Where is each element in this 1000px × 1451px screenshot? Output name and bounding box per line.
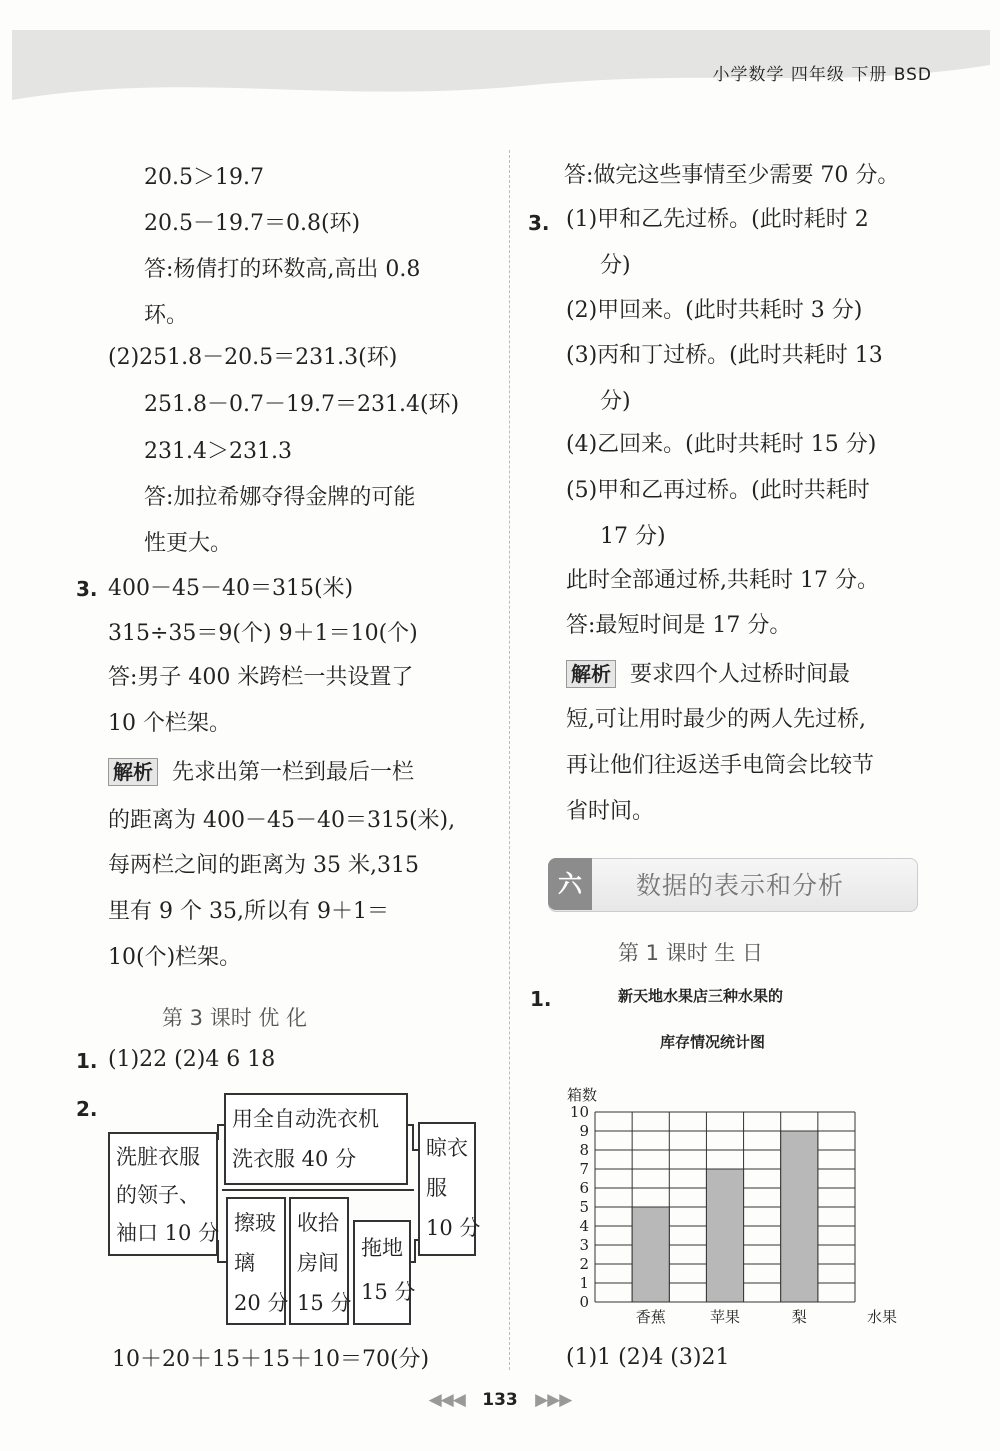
y-tick-label: 1 (579, 1274, 589, 1292)
y-tick-label: 2 (579, 1255, 589, 1273)
unit-title: 数据的表示和分析 (636, 871, 845, 900)
text-line: 17 分) (600, 524, 666, 549)
x-axis-label: 水果 (867, 1308, 898, 1326)
text-line: 分) (600, 389, 631, 414)
question-number: 1. (76, 1049, 98, 1073)
lesson-heading: 第 1 课时 生 日 (618, 941, 764, 965)
bar (781, 1131, 818, 1302)
flow-box-hang: 晾衣 服 10 分 (418, 1122, 476, 1256)
text-line: (3)丙和丁过桥。(此时共耗时 13 (566, 343, 883, 368)
y-tick-label: 0 (579, 1293, 589, 1311)
text-line: 每两栏之间的距离为 35 米,315 (108, 853, 419, 878)
bar-chart (555, 1070, 905, 1335)
text-line: 里有 9 个 35,所以有 9＋1＝ (108, 899, 389, 924)
question-number: 3. (76, 577, 98, 601)
text-line: (4)乙回来。(此时共耗时 15 分) (566, 432, 877, 457)
text-line: 答:杨倩打的环数高,高出 0.8 (144, 257, 421, 282)
text-line: (5)甲和乙再过桥。(此时共耗时 (566, 478, 870, 503)
y-tick-label: 6 (579, 1179, 589, 1197)
analysis-tag: 解析 (108, 758, 158, 786)
text-line: 性更大。 (144, 531, 233, 556)
text-line: (2)甲回来。(此时共耗时 3 分) (566, 298, 863, 323)
text-line: (1)1 (2)4 (3)21 (566, 1345, 730, 1370)
bar (706, 1169, 743, 1302)
flow-box-room: 收拾 房间 15 分 (289, 1197, 349, 1325)
prev-arrows-icon: ◀◀◀ (428, 1390, 465, 1410)
question-number: 1. (530, 987, 552, 1011)
text-line: 20.5＞19.7 (144, 165, 264, 190)
y-tick-label: 5 (579, 1198, 589, 1216)
page-footer (0, 1390, 1000, 1410)
header-title: 小学数学 四年级 下册 BSD (712, 65, 932, 85)
text-line: 答:做完这些事情至少需要 70 分。 (564, 163, 900, 188)
analysis-line (566, 660, 850, 690)
text-line: (1)22 (2)4 6 18 (108, 1047, 276, 1072)
y-tick-label: 3 (579, 1236, 589, 1254)
y-axis-label: 箱数 (567, 1086, 598, 1104)
text-line: 10＋20＋15＋15＋10＝70(分) (112, 1347, 430, 1372)
text-line: 答:男子 400 米跨栏一共设置了 (108, 665, 414, 690)
text-line: 400－45－40＝315(米) (108, 576, 354, 601)
chart-title: 新天地水果店三种水果的 (618, 987, 784, 1005)
flow-box-wash: 用全自动洗衣机 洗衣服 40 分 (224, 1093, 408, 1185)
next-arrows-icon: ▶▶▶ (535, 1390, 572, 1410)
text-line: 此时全部通过桥,共耗时 17 分。 (566, 568, 879, 593)
text-line: 短,可让用时最少的两人先过桥, (566, 707, 866, 732)
y-tick-label: 4 (579, 1217, 589, 1235)
text-line: 20.5－19.7＝0.8(环) (144, 211, 361, 236)
y-tick-label: 7 (579, 1160, 589, 1178)
analysis-text: 要求四个人过桥时间最 (630, 662, 851, 687)
unit-badge: 六 (548, 858, 592, 910)
text-line: 10 个栏架。 (108, 711, 231, 736)
y-tick-label: 9 (579, 1122, 589, 1140)
text-line: 10(个)栏架。 (108, 945, 242, 970)
flow-box-collar: 洗脏衣服 的领子、 袖口 10 分 (108, 1132, 218, 1256)
flow-box-mop: 拖地 15 分 (353, 1220, 411, 1325)
text-line: 251.8－0.7－19.7＝231.4(环) (144, 392, 460, 417)
analysis-line (108, 758, 414, 788)
analysis-text: 先求出第一栏到最后一栏 (172, 760, 415, 785)
text-line: 环。 (144, 303, 189, 328)
text-line: 答:最短时间是 17 分。 (566, 613, 792, 638)
y-tick-label: 10 (569, 1103, 589, 1121)
bar (632, 1207, 669, 1302)
text-line: 再让他们往返送手电筒会比较节 (566, 753, 875, 778)
flow-box-glass: 擦玻 璃 20 分 (226, 1197, 286, 1325)
question-number: 2. (76, 1097, 98, 1121)
question-number: 3. (528, 211, 550, 235)
x-tick-label: 苹果 (709, 1308, 741, 1326)
text-line: 答:加拉希娜夺得金牌的可能 (144, 485, 416, 510)
lesson-heading: 第 3 课时 优 化 (162, 1006, 308, 1030)
text-line: 省时间。 (566, 799, 655, 824)
text-line: 231.4＞231.3 (144, 439, 292, 464)
text-line: (2)251.8－20.5＝231.3(环) (108, 345, 398, 370)
analysis-tag: 解析 (566, 660, 616, 688)
text-line: (1)甲和乙先过桥。(此时耗时 2 (566, 207, 869, 232)
column-divider (509, 150, 510, 1370)
text-line: 分) (600, 253, 631, 278)
chart-subtitle: 库存情况统计图 (660, 1033, 766, 1051)
x-tick-label: 香蕉 (635, 1308, 666, 1326)
x-tick-label: 梨 (791, 1308, 807, 1326)
page-number: 133 (482, 1390, 518, 1410)
y-tick-label: 8 (579, 1141, 589, 1159)
text-line: 315÷35＝9(个) 9＋1＝10(个) (108, 621, 418, 646)
text-line: 的距离为 400－45－40＝315(米), (108, 808, 456, 833)
